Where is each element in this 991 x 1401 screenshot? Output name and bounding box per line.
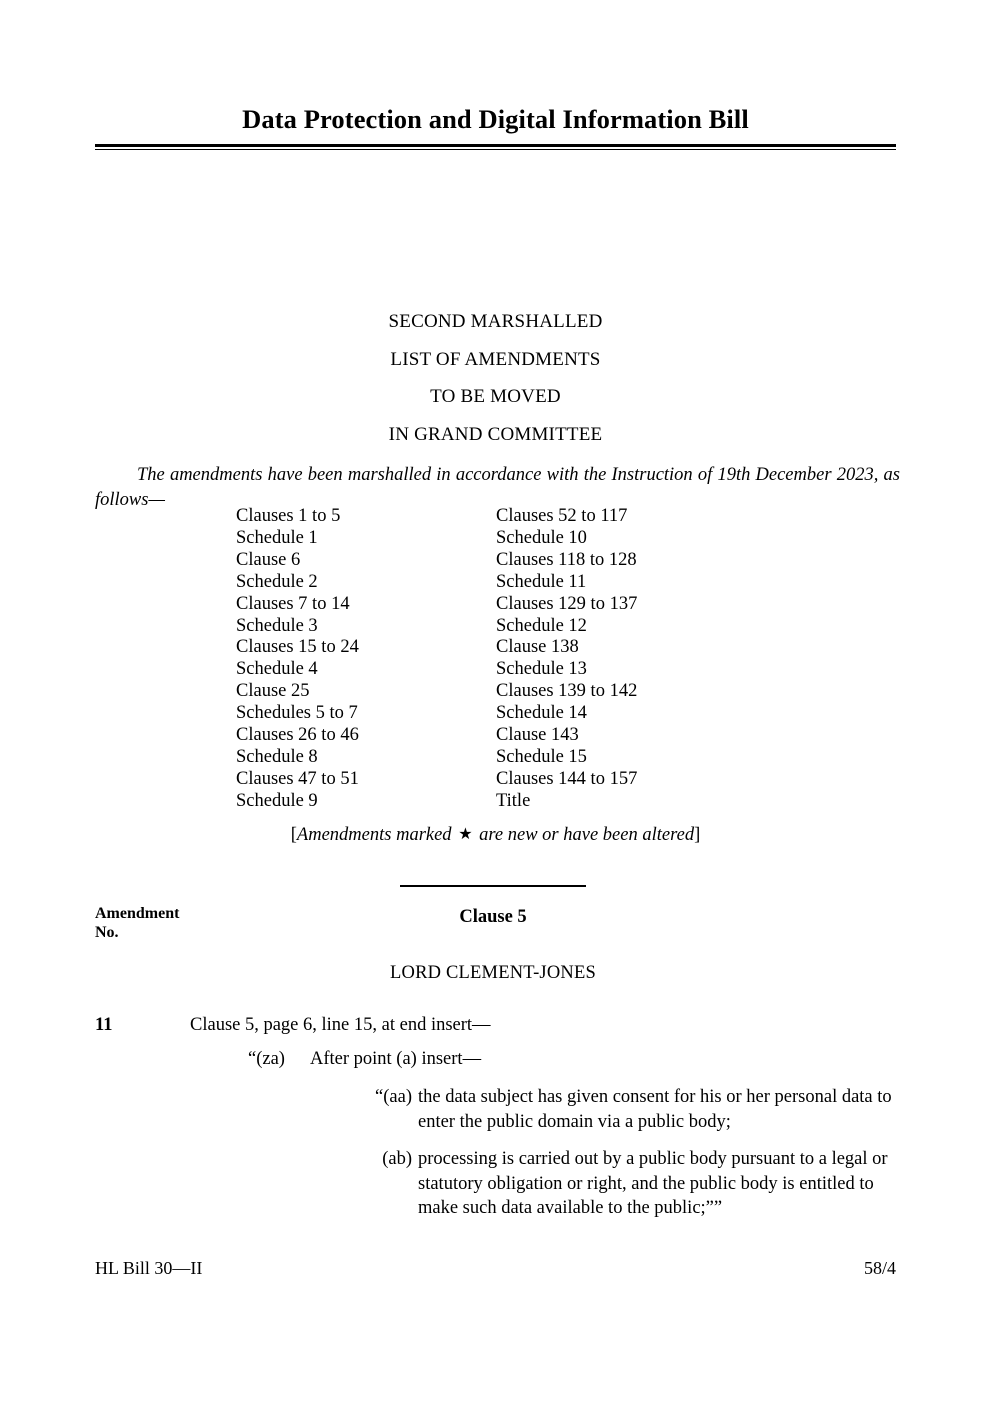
list-item: Schedule 9: [236, 790, 318, 811]
amendment-number: 11: [95, 1015, 113, 1035]
list-item: Schedule 2: [236, 571, 318, 592]
amendment-za-row: [248, 1047, 900, 1072]
list-item: Schedule 13: [496, 659, 587, 680]
amendment-sponsor: LORD CLEMENT-JONES: [390, 963, 596, 983]
star-note-close-bracket: ]: [694, 825, 701, 845]
amendment-no-label-line-1: Amendment: [95, 905, 180, 922]
list-item: Clauses 129 to 137: [496, 593, 638, 614]
amendment-no-column-label: [95, 905, 179, 942]
list-item: Schedule 15: [496, 746, 587, 767]
list-item: Clauses 7 to 14: [236, 593, 350, 614]
amendment-entry: [95, 1013, 900, 1221]
sub-paragraph-text: processing is carried out by a public body pursuant to a legal or statutory obligation or right, and the public body is entitled to make such data available to the public;””: [418, 1149, 888, 1218]
sub-paragraph-label: “(aa): [375, 1087, 412, 1107]
page-footer: [95, 1258, 896, 1279]
page-title: Data Protection and Digital Information Bill: [242, 104, 749, 134]
list-item: Clause 138: [496, 637, 579, 658]
list-item: Schedules 5 to 7: [236, 703, 358, 724]
list-item: Schedule 14: [496, 703, 587, 724]
amendment-sub-paragraph-aa: [360, 1085, 900, 1134]
footer-page-number: 58/4: [863, 1258, 896, 1278]
clause-list-right-column: [496, 506, 756, 813]
sub-paragraph-text: the data subject has given consent for his or her personal data to enter the public domain via a public body;: [418, 1087, 892, 1132]
list-item: Clauses 47 to 51: [236, 768, 359, 789]
amendment-sub-paragraph-ab: [360, 1147, 900, 1221]
list-item: Clauses 144 to 157: [496, 768, 638, 789]
masthead: [95, 104, 896, 150]
section-divider-rule: [400, 885, 586, 887]
list-item: Schedule 1: [236, 527, 318, 548]
star-icon: ★: [458, 826, 473, 843]
amendment-za-label: “(za): [248, 1049, 285, 1069]
heading-line-1: SECOND MARSHALLED: [388, 311, 603, 332]
list-item: Clause 25: [236, 681, 310, 702]
clause-list-left-column: [236, 506, 496, 813]
amendment-lead-row: [95, 1013, 900, 1038]
instruction-text: The amendments have been marshalled in accordance with the Instruction of 19th December 2023, as follows—: [95, 465, 900, 510]
list-item: Schedule 12: [496, 615, 587, 636]
clause-order-list: [236, 506, 896, 813]
list-item: Title: [496, 790, 531, 811]
title-double-rule: [95, 144, 896, 150]
heading-line-3: TO BE MOVED: [430, 386, 561, 407]
list-item: Schedule 11: [496, 571, 587, 592]
heading-line-2: LIST OF AMENDMENTS: [390, 348, 601, 370]
list-item: Clauses 26 to 46: [236, 725, 359, 746]
star-note-open-bracket: [: [290, 825, 297, 845]
star-legend-note: [95, 824, 896, 846]
star-note-before-text: Amendments marked: [296, 825, 457, 845]
list-item: Clauses 139 to 142: [496, 681, 638, 702]
list-item: Schedule 3: [236, 615, 318, 636]
heading-line-4: IN GRAND COMMITTEE: [388, 423, 603, 445]
list-item: Schedule 10: [496, 527, 587, 548]
list-item: Clause 143: [496, 725, 579, 746]
footer-bill-reference: HL Bill 30—II: [95, 1258, 203, 1278]
clause-section-heading: Clause 5: [459, 907, 527, 927]
amendment-no-label-line-2: No.: [95, 923, 119, 941]
list-item: Schedule 8: [236, 746, 318, 767]
amendment-lead-text: Clause 5, page 6, line 15, at end insert—: [190, 1015, 491, 1035]
star-note-after-text: are new or have been altered: [474, 825, 695, 845]
list-item: Schedule 4: [236, 659, 318, 680]
list-heading-block: [95, 303, 896, 453]
sub-paragraph-label: (ab): [382, 1149, 412, 1169]
list-item: Clauses 52 to 117: [496, 506, 628, 526]
list-item: Clause 6: [236, 549, 301, 570]
amendment-za-text: After point (a) insert—: [310, 1049, 482, 1069]
title-rule-thin: [95, 149, 896, 150]
list-item: Clauses 15 to 24: [236, 637, 359, 658]
list-item: Clauses 1 to 5: [236, 506, 341, 526]
list-item: Clauses 118 to 128: [496, 549, 637, 570]
